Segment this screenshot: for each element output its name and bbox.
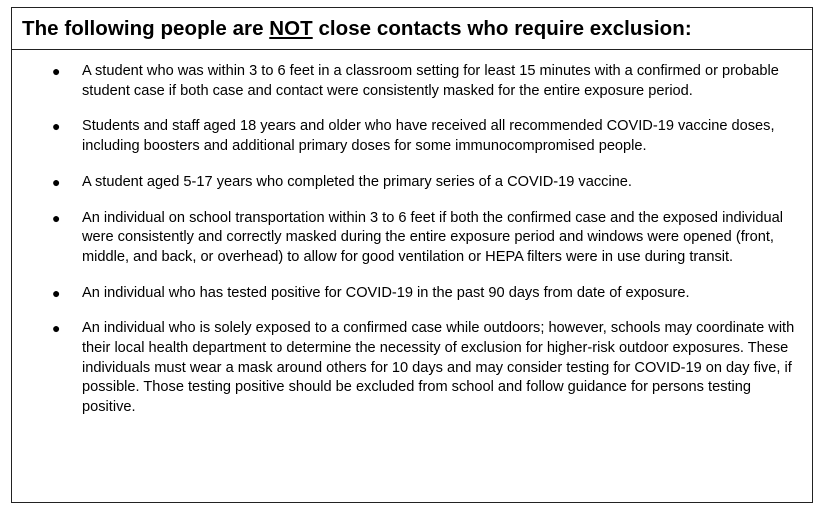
- title-text-end: close contacts who require exclusion:: [312, 16, 692, 40]
- list-item: [12, 284, 812, 304]
- list-item: [12, 209, 812, 268]
- bullet-icon: ●: [52, 209, 61, 226]
- list-item: [12, 173, 812, 193]
- bullet-icon: ●: [52, 320, 61, 337]
- list-item-text: An individual who has tested positive for COVID-19 in the past 90 days from date of exposure.: [82, 284, 690, 301]
- exclusion-info-box: [11, 7, 813, 503]
- box-header: [12, 8, 812, 50]
- exclusion-list: [12, 50, 812, 418]
- bullet-icon: ●: [52, 63, 61, 79]
- list-item-text: An individual on school transportation within 3 to 6 feet if both the confirmed case and the exposed individual were consistently and correctly masked during the entire exposure period and windows were opened (front, middle, and back, or overhead) to allow for good ventilation or HEPA filters were in use during transit.: [82, 209, 783, 265]
- list-item-text: A student who was within 3 to 6 feet in a classroom setting for least 15 minutes with a confirmed or probable student case if both case and contact were consistently masked for the entire exposure period.: [82, 63, 779, 99]
- list-item: [12, 117, 812, 156]
- title-emphasis-not: NOT: [269, 16, 313, 40]
- bullet-icon: ●: [52, 284, 61, 301]
- bullet-icon: ●: [52, 173, 61, 190]
- list-item-text: A student aged 5-17 years who completed the primary series of a COVID-19 vaccine.: [82, 173, 632, 190]
- list-item: [12, 319, 812, 418]
- title-text-start: The following people are: [22, 16, 270, 40]
- bullet-icon: ●: [52, 118, 61, 135]
- box-title: [22, 17, 692, 41]
- list-item-text: Students and staff aged 18 years and older who have received all recommended COVID-19 vaccine doses, including boosters and additional primary doses for some immunocompromised people.: [82, 118, 775, 155]
- list-item-text: An individual who is solely exposed to a confirmed case while outdoors; however, schools may coordinate with their local health department to determine the necessity of exclusion for higher-risk outdoor exposures. These individuals must wear a mask around others for 10 days and may consider testing for COVID-19 on day five, if possible. Those testing positive should be excluded from school and follow guidance for persons testing positive.: [82, 320, 795, 416]
- list-item: [12, 62, 812, 101]
